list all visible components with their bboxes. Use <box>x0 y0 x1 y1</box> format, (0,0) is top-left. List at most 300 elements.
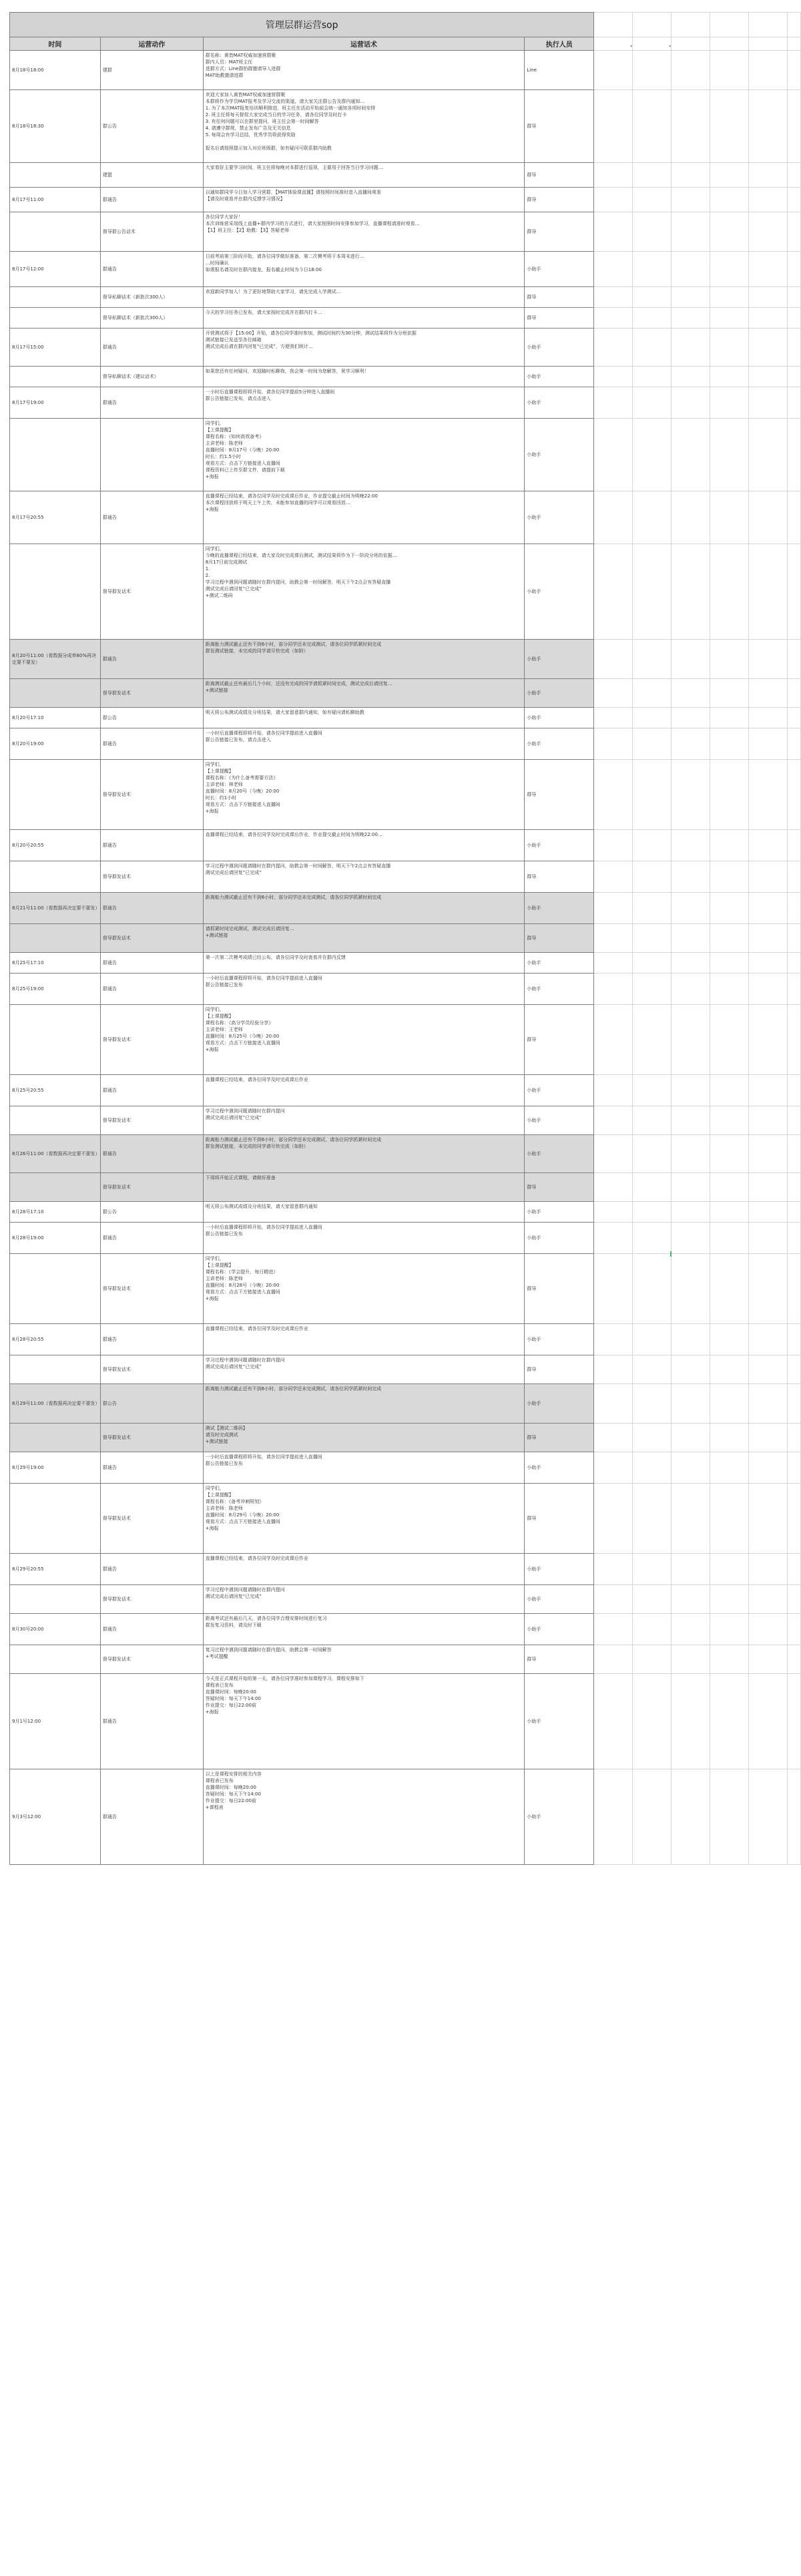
script-cell[interactable] <box>203 329 525 367</box>
empty-cell[interactable] <box>787 419 800 491</box>
action-header[interactable]: 运营动作 <box>100 37 203 51</box>
script-cell[interactable] <box>203 953 525 974</box>
empty-cell[interactable] <box>710 708 749 728</box>
empty-cell[interactable] <box>749 861 788 893</box>
empty-cell[interactable] <box>710 1075 749 1106</box>
empty-cell[interactable] <box>594 90 633 163</box>
script-cell[interactable] <box>203 419 525 491</box>
empty-cell[interactable] <box>594 1106 633 1135</box>
exec-cell[interactable] <box>525 953 594 974</box>
action-cell[interactable] <box>100 708 203 728</box>
time-cell[interactable] <box>10 1355 101 1384</box>
exec-cell[interactable] <box>525 1674 594 1769</box>
action-cell[interactable] <box>100 830 203 861</box>
empty-cell[interactable] <box>594 367 633 387</box>
empty-cell[interactable] <box>594 1135 633 1173</box>
empty-cell[interactable] <box>633 1106 672 1135</box>
script-cell[interactable] <box>203 1645 525 1674</box>
time-cell[interactable] <box>10 1452 101 1484</box>
empty-cell[interactable] <box>633 90 672 163</box>
empty-cell[interactable] <box>594 830 633 861</box>
empty-cell[interactable] <box>710 728 749 760</box>
empty-cell[interactable] <box>787 728 800 760</box>
exec-cell[interactable] <box>525 1254 594 1324</box>
empty-cell[interactable] <box>710 329 749 367</box>
exec-cell[interactable] <box>525 1202 594 1223</box>
empty-cell[interactable] <box>594 329 633 367</box>
time-cell[interactable] <box>10 953 101 974</box>
empty-cell[interactable] <box>594 1484 633 1554</box>
empty-cell[interactable] <box>749 728 788 760</box>
action-cell[interactable] <box>100 1424 203 1452</box>
time-cell[interactable] <box>10 1005 101 1075</box>
exec-cell[interactable] <box>525 308 594 329</box>
action-cell[interactable] <box>100 728 203 760</box>
empty-cell[interactable] <box>749 387 788 419</box>
action-cell[interactable] <box>100 1614 203 1645</box>
empty-cell[interactable] <box>672 679 710 708</box>
empty-cell[interactable] <box>749 1254 788 1324</box>
empty-cell[interactable] <box>594 544 633 640</box>
time-cell[interactable] <box>10 1075 101 1106</box>
empty-cell[interactable] <box>787 1106 800 1135</box>
empty-cell[interactable] <box>633 37 672 51</box>
time-cell[interactable] <box>10 728 101 760</box>
empty-cell[interactable] <box>594 212 633 252</box>
empty-cell[interactable] <box>710 1173 749 1202</box>
time-cell[interactable] <box>10 679 101 708</box>
empty-cell[interactable] <box>749 252 788 287</box>
empty-cell[interactable] <box>633 1452 672 1484</box>
exec-cell[interactable] <box>525 367 594 387</box>
empty-cell[interactable] <box>787 188 800 212</box>
empty-cell[interactable] <box>710 163 749 188</box>
empty-cell[interactable] <box>594 760 633 830</box>
action-cell[interactable] <box>100 308 203 329</box>
empty-cell[interactable] <box>787 1202 800 1223</box>
time-cell[interactable] <box>10 287 101 308</box>
script-cell[interactable] <box>203 1484 525 1554</box>
action-cell[interactable] <box>100 188 203 212</box>
empty-cell[interactable] <box>633 252 672 287</box>
time-cell[interactable] <box>10 1202 101 1223</box>
empty-cell[interactable] <box>672 252 710 287</box>
empty-cell[interactable] <box>787 1452 800 1484</box>
empty-cell[interactable] <box>633 1173 672 1202</box>
empty-cell[interactable] <box>787 163 800 188</box>
time-cell[interactable] <box>10 974 101 1005</box>
action-cell[interactable] <box>100 861 203 893</box>
empty-cell[interactable] <box>749 544 788 640</box>
empty-cell[interactable] <box>749 1135 788 1173</box>
script-cell[interactable] <box>203 1075 525 1106</box>
time-cell[interactable] <box>10 188 101 212</box>
empty-cell[interactable] <box>594 13 633 37</box>
empty-cell[interactable] <box>787 329 800 367</box>
empty-cell[interactable] <box>787 1645 800 1674</box>
empty-cell[interactable] <box>710 1585 749 1614</box>
empty-cell[interactable] <box>594 1075 633 1106</box>
empty-cell[interactable] <box>672 728 710 760</box>
empty-cell[interactable] <box>787 1355 800 1384</box>
empty-cell[interactable] <box>710 1384 749 1424</box>
time-cell[interactable] <box>10 760 101 830</box>
empty-cell[interactable] <box>749 1075 788 1106</box>
exec-cell[interactable] <box>525 1173 594 1202</box>
exec-cell[interactable] <box>525 728 594 760</box>
empty-cell[interactable] <box>787 544 800 640</box>
exec-cell[interactable] <box>525 679 594 708</box>
empty-cell[interactable] <box>749 893 788 924</box>
empty-cell[interactable] <box>633 1384 672 1424</box>
script-cell[interactable] <box>203 1424 525 1452</box>
empty-cell[interactable] <box>672 1384 710 1424</box>
script-cell[interactable] <box>203 544 525 640</box>
empty-cell[interactable] <box>672 1075 710 1106</box>
empty-cell[interactable] <box>787 924 800 953</box>
empty-cell[interactable] <box>710 1484 749 1554</box>
empty-cell[interactable] <box>710 1254 749 1324</box>
empty-cell[interactable] <box>710 760 749 830</box>
time-header[interactable]: 时间 <box>10 37 101 51</box>
empty-cell[interactable] <box>710 640 749 679</box>
exec-cell[interactable] <box>525 1452 594 1484</box>
exec-cell[interactable] <box>525 90 594 163</box>
empty-cell[interactable] <box>633 1075 672 1106</box>
action-cell[interactable] <box>100 212 203 252</box>
collapse-marker[interactable]: ▾ <box>669 44 672 49</box>
empty-cell[interactable] <box>710 367 749 387</box>
empty-cell[interactable] <box>594 1585 633 1614</box>
script-cell[interactable] <box>203 163 525 188</box>
empty-cell[interactable] <box>787 287 800 308</box>
empty-cell[interactable] <box>749 37 788 51</box>
empty-cell[interactable] <box>787 1173 800 1202</box>
empty-cell[interactable] <box>633 329 672 367</box>
empty-cell[interactable] <box>672 861 710 893</box>
script-cell[interactable] <box>203 1005 525 1075</box>
time-cell[interactable] <box>10 1484 101 1554</box>
empty-cell[interactable] <box>594 287 633 308</box>
empty-cell[interactable] <box>672 708 710 728</box>
empty-cell[interactable] <box>594 1223 633 1254</box>
empty-cell[interactable] <box>710 188 749 212</box>
empty-cell[interactable] <box>672 1452 710 1484</box>
empty-cell[interactable] <box>633 419 672 491</box>
empty-cell[interactable] <box>787 1769 800 1865</box>
empty-cell[interactable] <box>749 308 788 329</box>
empty-cell[interactable] <box>594 1645 633 1674</box>
action-cell[interactable] <box>100 1484 203 1554</box>
action-cell[interactable] <box>100 329 203 367</box>
empty-cell[interactable] <box>672 830 710 861</box>
exec-cell[interactable] <box>525 1223 594 1254</box>
action-cell[interactable] <box>100 1452 203 1484</box>
script-cell[interactable] <box>203 640 525 679</box>
empty-cell[interactable] <box>633 679 672 708</box>
empty-cell[interactable] <box>633 924 672 953</box>
time-cell[interactable] <box>10 1614 101 1645</box>
empty-cell[interactable] <box>594 1005 633 1075</box>
empty-cell[interactable] <box>749 1452 788 1484</box>
script-cell[interactable] <box>203 830 525 861</box>
empty-cell[interactable] <box>633 188 672 212</box>
empty-cell[interactable] <box>787 13 800 37</box>
script-cell[interactable] <box>203 1223 525 1254</box>
empty-cell[interactable] <box>672 287 710 308</box>
time-cell[interactable] <box>10 419 101 491</box>
empty-cell[interactable] <box>749 974 788 1005</box>
empty-cell[interactable] <box>710 1645 749 1674</box>
time-cell[interactable] <box>10 708 101 728</box>
script-header[interactable]: 运营话术 <box>203 37 525 51</box>
time-cell[interactable] <box>10 1645 101 1674</box>
empty-cell[interactable] <box>749 1223 788 1254</box>
empty-cell[interactable] <box>787 1614 800 1645</box>
script-cell[interactable] <box>203 1202 525 1223</box>
exec-cell[interactable] <box>525 1135 594 1173</box>
action-cell[interactable] <box>100 953 203 974</box>
action-cell[interactable] <box>100 163 203 188</box>
exec-cell[interactable] <box>525 419 594 491</box>
empty-cell[interactable] <box>672 1202 710 1223</box>
time-cell[interactable] <box>10 1223 101 1254</box>
empty-cell[interactable] <box>633 830 672 861</box>
time-cell[interactable] <box>10 212 101 252</box>
empty-cell[interactable] <box>672 1135 710 1173</box>
script-cell[interactable] <box>203 1585 525 1614</box>
time-cell[interactable] <box>10 1254 101 1324</box>
action-cell[interactable] <box>100 1384 203 1424</box>
empty-cell[interactable] <box>633 491 672 544</box>
action-cell[interactable] <box>100 1585 203 1614</box>
empty-cell[interactable] <box>749 188 788 212</box>
empty-cell[interactable] <box>749 1614 788 1645</box>
script-cell[interactable] <box>203 760 525 830</box>
empty-cell[interactable] <box>787 708 800 728</box>
time-cell[interactable] <box>10 640 101 679</box>
empty-cell[interactable] <box>633 953 672 974</box>
empty-cell[interactable] <box>633 308 672 329</box>
empty-cell[interactable] <box>749 1324 788 1355</box>
script-cell[interactable] <box>203 387 525 419</box>
action-cell[interactable] <box>100 287 203 308</box>
exec-cell[interactable] <box>525 163 594 188</box>
exec-cell[interactable] <box>525 1324 594 1355</box>
action-cell[interactable] <box>100 90 203 163</box>
exec-cell[interactable] <box>525 1005 594 1075</box>
empty-cell[interactable] <box>672 974 710 1005</box>
sheet-title[interactable]: 管理层群运营sop <box>10 13 594 37</box>
empty-cell[interactable] <box>633 1355 672 1384</box>
empty-cell[interactable] <box>633 163 672 188</box>
script-cell[interactable] <box>203 974 525 1005</box>
empty-cell[interactable] <box>672 491 710 544</box>
empty-cell[interactable] <box>749 491 788 544</box>
empty-cell[interactable] <box>594 708 633 728</box>
action-cell[interactable] <box>100 1355 203 1384</box>
empty-cell[interactable] <box>787 1424 800 1452</box>
time-cell[interactable] <box>10 51 101 90</box>
script-cell[interactable] <box>203 1324 525 1355</box>
script-cell[interactable] <box>203 491 525 544</box>
time-cell[interactable] <box>10 1554 101 1585</box>
empty-cell[interactable] <box>633 1005 672 1075</box>
time-cell[interactable] <box>10 387 101 419</box>
script-cell[interactable] <box>203 728 525 760</box>
empty-cell[interactable] <box>672 1173 710 1202</box>
script-cell[interactable] <box>203 861 525 893</box>
exec-cell[interactable] <box>525 1424 594 1452</box>
empty-cell[interactable] <box>672 1554 710 1585</box>
empty-cell[interactable] <box>749 163 788 188</box>
script-cell[interactable] <box>203 1769 525 1865</box>
empty-cell[interactable] <box>710 1223 749 1254</box>
script-cell[interactable] <box>203 51 525 90</box>
empty-cell[interactable] <box>633 1135 672 1173</box>
time-cell[interactable] <box>10 1106 101 1135</box>
empty-cell[interactable] <box>672 893 710 924</box>
empty-cell[interactable] <box>633 1202 672 1223</box>
empty-cell[interactable] <box>633 51 672 90</box>
exec-cell[interactable] <box>525 760 594 830</box>
empty-cell[interactable] <box>787 760 800 830</box>
empty-cell[interactable] <box>672 188 710 212</box>
empty-cell[interactable] <box>594 1355 633 1384</box>
empty-cell[interactable] <box>672 308 710 329</box>
empty-cell[interactable] <box>672 544 710 640</box>
empty-cell[interactable] <box>749 329 788 367</box>
empty-cell[interactable] <box>749 367 788 387</box>
empty-cell[interactable] <box>787 491 800 544</box>
empty-cell[interactable] <box>633 760 672 830</box>
script-cell[interactable] <box>203 708 525 728</box>
script-cell[interactable] <box>203 188 525 212</box>
empty-cell[interactable] <box>749 287 788 308</box>
action-cell[interactable] <box>100 974 203 1005</box>
exec-cell[interactable] <box>525 1645 594 1674</box>
empty-cell[interactable] <box>594 163 633 188</box>
empty-cell[interactable] <box>672 924 710 953</box>
empty-cell[interactable] <box>710 212 749 252</box>
empty-cell[interactable] <box>672 1614 710 1645</box>
empty-cell[interactable] <box>594 1424 633 1452</box>
empty-cell[interactable] <box>710 13 749 37</box>
script-cell[interactable] <box>203 679 525 708</box>
empty-cell[interactable] <box>672 51 710 90</box>
empty-cell[interactable] <box>633 1554 672 1585</box>
empty-cell[interactable] <box>633 387 672 419</box>
time-cell[interactable] <box>10 252 101 287</box>
empty-cell[interactable] <box>633 861 672 893</box>
time-cell[interactable] <box>10 1674 101 1769</box>
script-cell[interactable] <box>203 252 525 287</box>
empty-cell[interactable] <box>672 1645 710 1674</box>
exec-cell[interactable] <box>525 51 594 90</box>
empty-cell[interactable] <box>672 1674 710 1769</box>
empty-cell[interactable] <box>787 953 800 974</box>
empty-cell[interactable] <box>633 640 672 679</box>
action-cell[interactable] <box>100 1674 203 1769</box>
empty-cell[interactable] <box>594 1254 633 1324</box>
empty-cell[interactable] <box>633 287 672 308</box>
exec-cell[interactable] <box>525 974 594 1005</box>
empty-cell[interactable] <box>749 1674 788 1769</box>
empty-cell[interactable] <box>749 51 788 90</box>
action-cell[interactable] <box>100 1106 203 1135</box>
exec-cell[interactable] <box>525 924 594 953</box>
empty-cell[interactable] <box>749 1173 788 1202</box>
action-cell[interactable] <box>100 1202 203 1223</box>
empty-cell[interactable] <box>672 1106 710 1135</box>
script-cell[interactable] <box>203 308 525 329</box>
empty-cell[interactable] <box>594 1614 633 1645</box>
action-cell[interactable] <box>100 51 203 90</box>
empty-cell[interactable] <box>594 1769 633 1865</box>
empty-cell[interactable] <box>672 1484 710 1554</box>
exec-cell[interactable] <box>525 1106 594 1135</box>
empty-cell[interactable] <box>787 679 800 708</box>
script-cell[interactable] <box>203 893 525 924</box>
script-cell[interactable] <box>203 1173 525 1202</box>
exec-cell[interactable] <box>525 387 594 419</box>
empty-cell[interactable] <box>749 13 788 37</box>
time-cell[interactable] <box>10 367 101 387</box>
empty-cell[interactable] <box>710 1135 749 1173</box>
action-cell[interactable] <box>100 640 203 679</box>
empty-cell[interactable] <box>672 1005 710 1075</box>
empty-cell[interactable] <box>787 1585 800 1614</box>
empty-cell[interactable] <box>710 1355 749 1384</box>
empty-cell[interactable] <box>594 1674 633 1769</box>
time-cell[interactable] <box>10 1135 101 1173</box>
action-cell[interactable] <box>100 544 203 640</box>
time-cell[interactable] <box>10 544 101 640</box>
empty-cell[interactable] <box>672 419 710 491</box>
empty-cell[interactable] <box>633 1645 672 1674</box>
empty-cell[interactable] <box>787 974 800 1005</box>
action-cell[interactable] <box>100 1173 203 1202</box>
empty-cell[interactable] <box>594 1452 633 1484</box>
empty-cell[interactable] <box>594 640 633 679</box>
empty-cell[interactable] <box>672 329 710 367</box>
empty-cell[interactable] <box>594 861 633 893</box>
empty-cell[interactable] <box>749 953 788 974</box>
action-cell[interactable] <box>100 1324 203 1355</box>
empty-cell[interactable] <box>749 1484 788 1554</box>
action-cell[interactable] <box>100 1554 203 1585</box>
time-cell[interactable] <box>10 1384 101 1424</box>
exec-cell[interactable] <box>525 491 594 544</box>
empty-cell[interactable] <box>749 760 788 830</box>
time-cell[interactable] <box>10 163 101 188</box>
script-cell[interactable] <box>203 1674 525 1769</box>
empty-cell[interactable] <box>672 163 710 188</box>
exec-cell[interactable] <box>525 893 594 924</box>
time-cell[interactable] <box>10 1585 101 1614</box>
empty-cell[interactable] <box>787 861 800 893</box>
empty-cell[interactable] <box>787 1135 800 1173</box>
empty-cell[interactable] <box>594 51 633 90</box>
exec-cell[interactable] <box>525 1355 594 1384</box>
script-cell[interactable] <box>203 1554 525 1585</box>
action-cell[interactable] <box>100 924 203 953</box>
empty-cell[interactable] <box>672 1223 710 1254</box>
empty-cell[interactable] <box>710 287 749 308</box>
empty-cell[interactable] <box>594 679 633 708</box>
time-cell[interactable] <box>10 1324 101 1355</box>
empty-cell[interactable] <box>749 419 788 491</box>
